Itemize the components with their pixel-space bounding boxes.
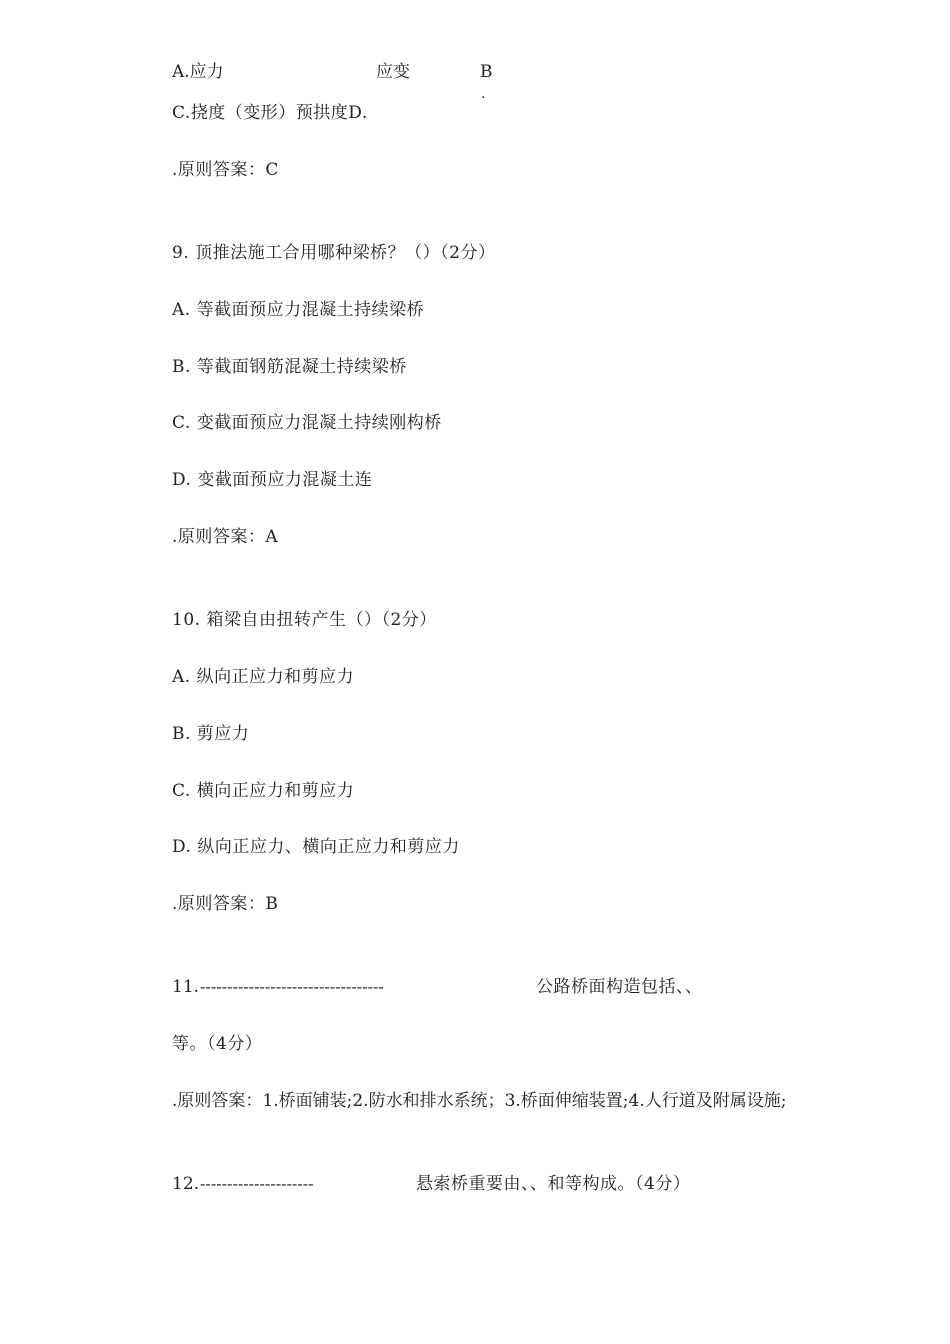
q8-option-cd: C.挠度（变形）预拱度D. (172, 103, 368, 123)
q8-option-a: A.应力 (172, 62, 224, 82)
q10-option-b: B. 剪应力 (172, 724, 250, 744)
q8-option-b-text: 应变 (376, 62, 410, 82)
q9-question: 9. 顶推法施工合用哪种梁桥？（）（2分） (172, 243, 496, 263)
q10-answer: .原则答案：B (172, 894, 279, 914)
q11-blank: ---------------------------------- (200, 977, 384, 996)
q10-question: 10. 箱梁自由扭转产生（）（2分） (172, 610, 437, 630)
q8-answer: .原则答案：C (172, 160, 279, 180)
q9-option-c: C. 变截面预应力混凝土持续刚构桥 (172, 413, 442, 433)
q12-number: 12. (172, 1174, 200, 1194)
q11-question-text: 公路桥面构造包括、、 (536, 977, 703, 997)
q9-answer: .原则答案：A (172, 527, 279, 547)
q10-option-a: A. 纵向正应力和剪应力 (172, 667, 355, 687)
q9-option-a: A. 等截面预应力混凝土持续梁桥 (172, 300, 425, 320)
q10-option-c: C. 横向正应力和剪应力 (172, 781, 355, 801)
q8-option-b-dot: . (481, 86, 486, 102)
q11-continuation: 等。（4分） (172, 1034, 263, 1054)
q8-option-b-label: B (480, 62, 493, 82)
q12-blank: --------------------- (200, 1174, 314, 1193)
q11-number: 11. (172, 977, 200, 997)
q9-option-b: B. 等截面钢筋混凝土持续梁桥 (172, 357, 407, 377)
q11-answer: .原则答案：1.桥面铺装;2.防水和排水系统；3.桥面伸缩装置;4.人行道及附属设施; (172, 1091, 787, 1111)
q9-option-d: D. 变截面预应力混凝土连 (172, 470, 373, 490)
q10-option-d: D. 纵向正应力、横向正应力和剪应力 (172, 837, 460, 857)
q12-question-text: 悬索桥重要由、、和等构成。（4分） (416, 1174, 691, 1194)
